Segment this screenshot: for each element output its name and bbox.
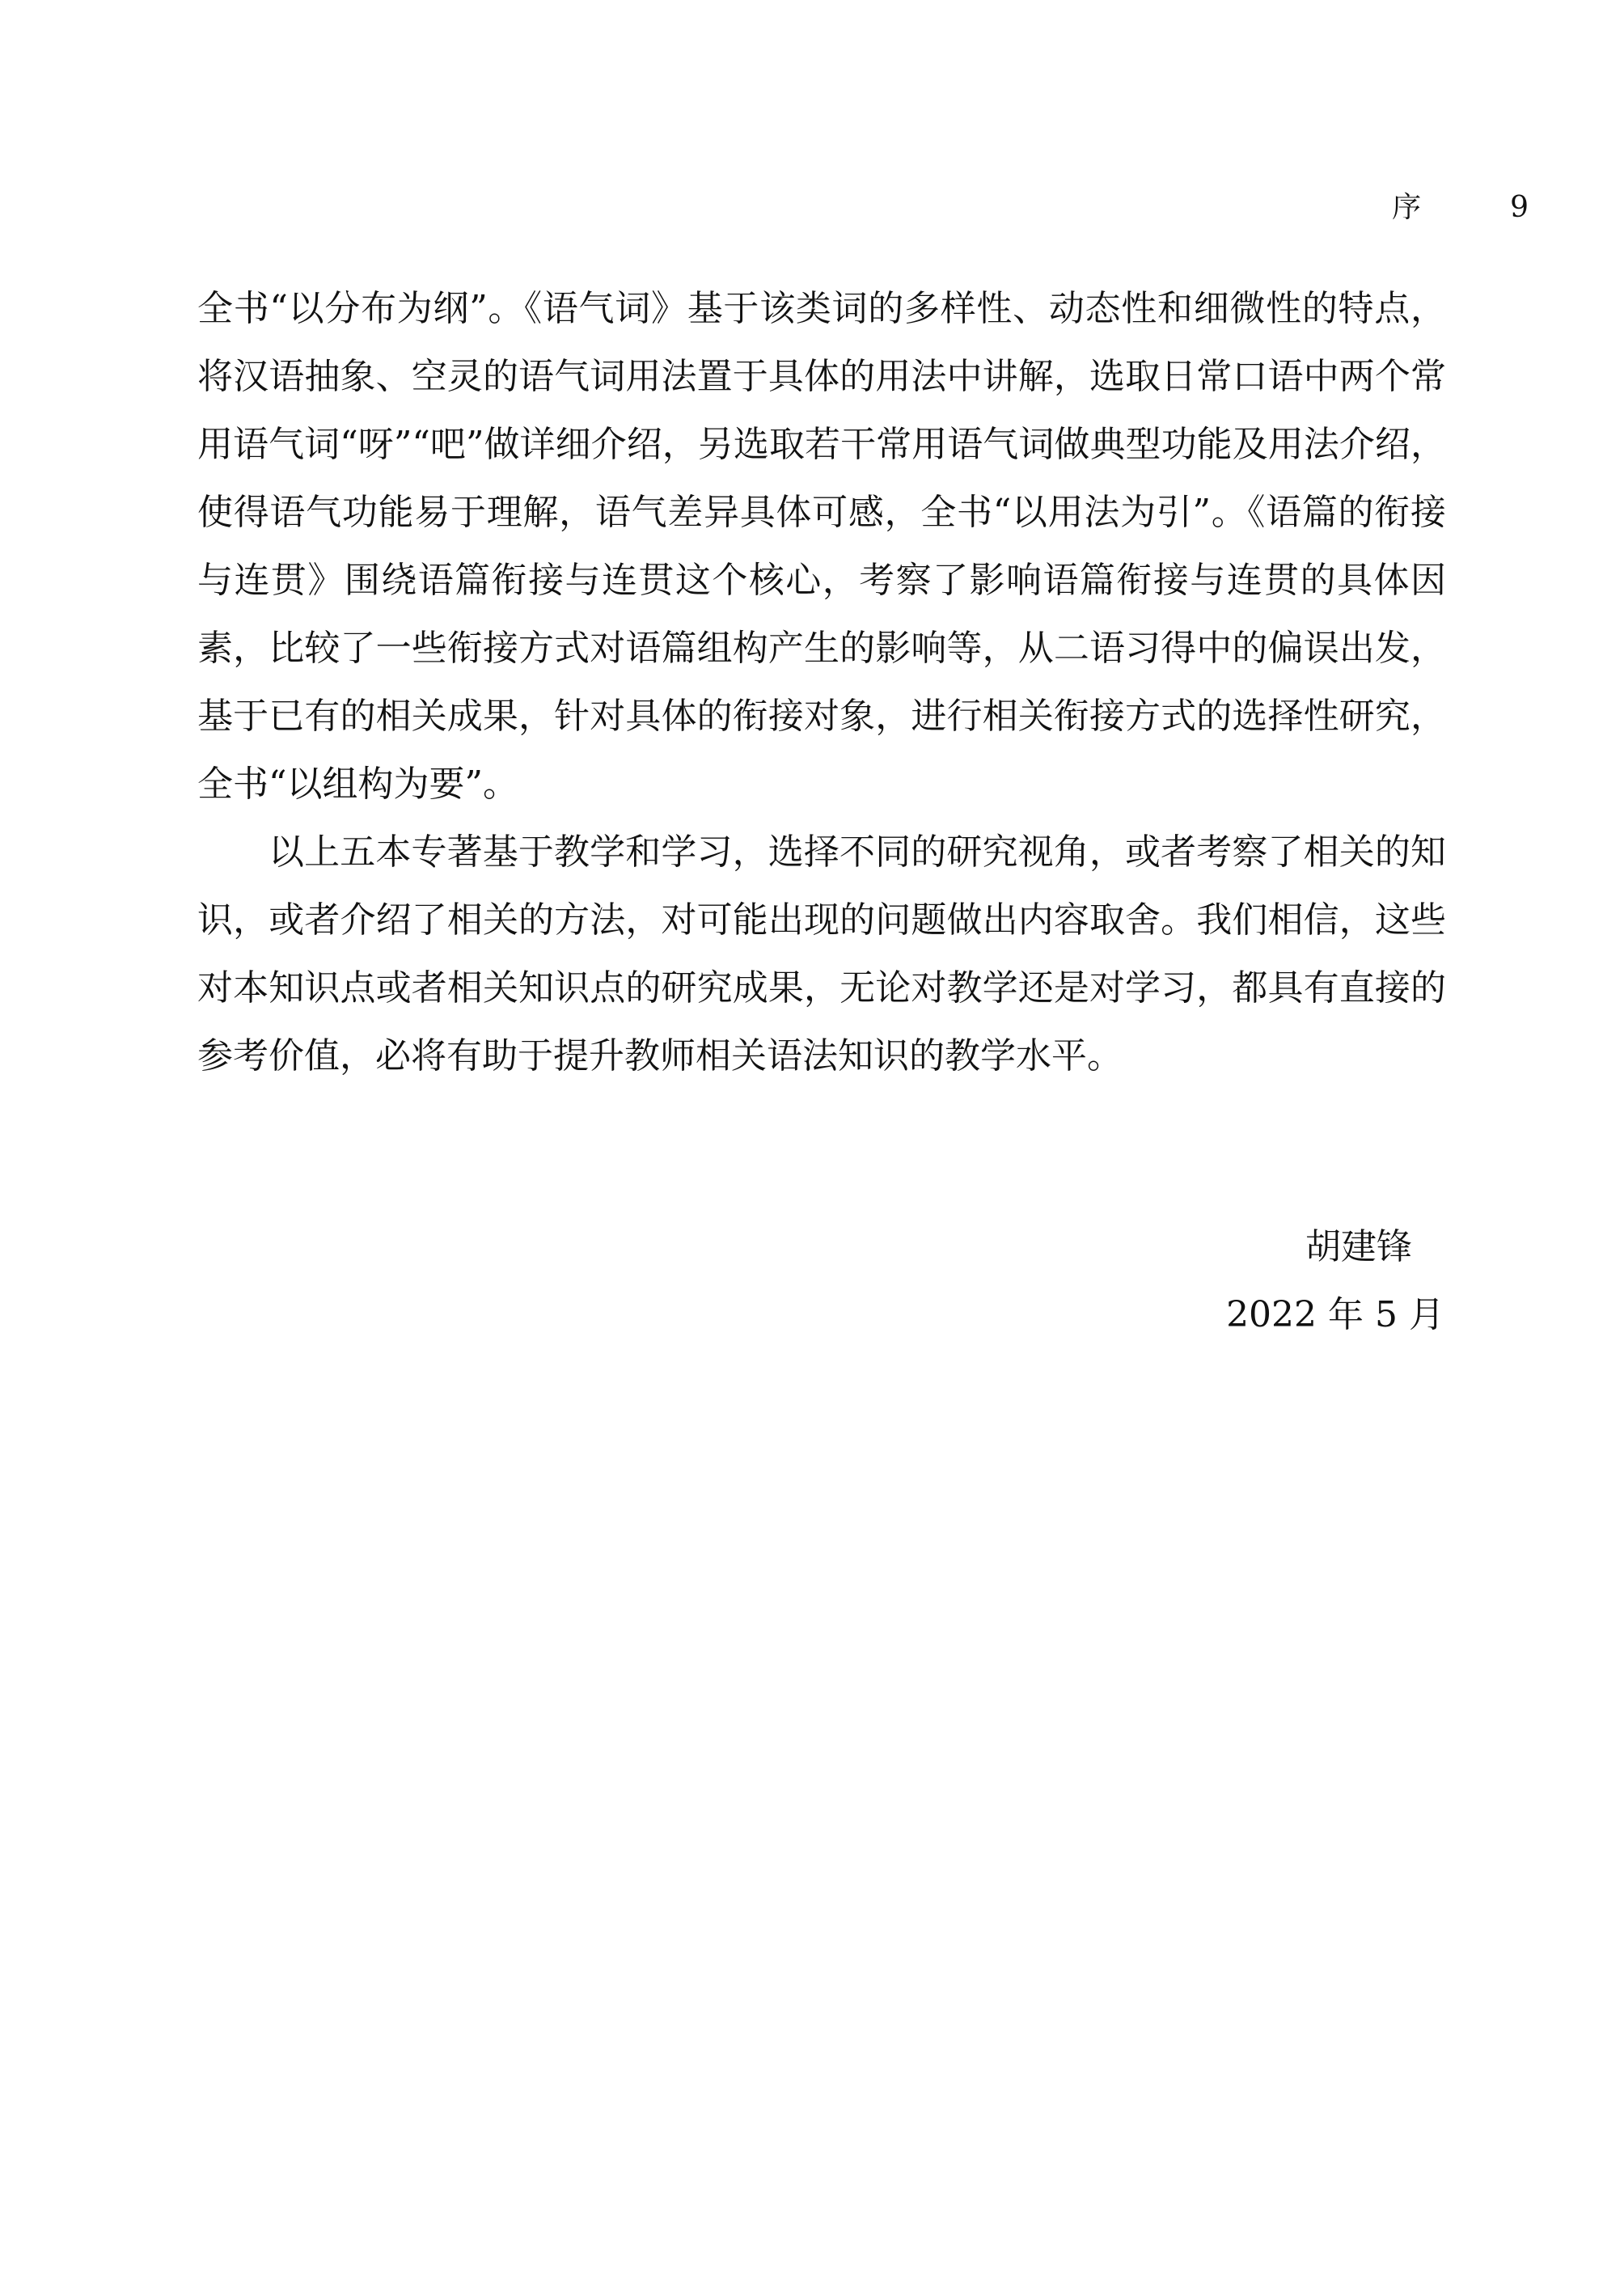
paragraph: 全书“以分布为纲”。《语气词》基于该类词的多样性、动态性和细微性的特点，将汉语抽象、空灵的语气词用法置于具体的用法中讲解，选取日常口语中两个常用语气词“呀”“吧”做详细介绍，另选取若干常用语气词做典型功能及用法介绍，使得语气功能易于理解，语气差异具体可感，全书“以用法为引”。《语篇的衔接与连贯》围绕语篇衔接与连贯这个核心，考察了影响语篇衔接与连贯的具体因素，比较了一些衔接方式对语篇组构产生的影响等，从二语习得中的偏误出发，基于已有的相关成果，针对具体的衔接对象，进行相关衔接方式的选择性研究，全书“以组构为要”。	[197, 288, 1446, 805]
running-head	[1392, 184, 1529, 226]
page-number: 9	[1510, 191, 1529, 224]
section-name: 序	[1392, 191, 1422, 224]
author-name: 胡建锋	[1305, 1226, 1412, 1267]
signature-date: 2022 年 5 月	[1226, 1294, 1444, 1335]
signature-block	[1226, 1213, 1444, 1349]
body-text	[197, 275, 1446, 1090]
paragraph: 以上五本专著基于教学和学习，选择不同的研究视角，或者考察了相关的知识，或者介绍了相关的方法，对可能出现的问题做出内容取舍。我们相信，这些对本知识点或者相关知识点的研究成果，无论对教学还是对学习，都具有直接的参考价值，必将有助于提升教师相关语法知识的教学水平。	[197, 831, 1446, 1077]
